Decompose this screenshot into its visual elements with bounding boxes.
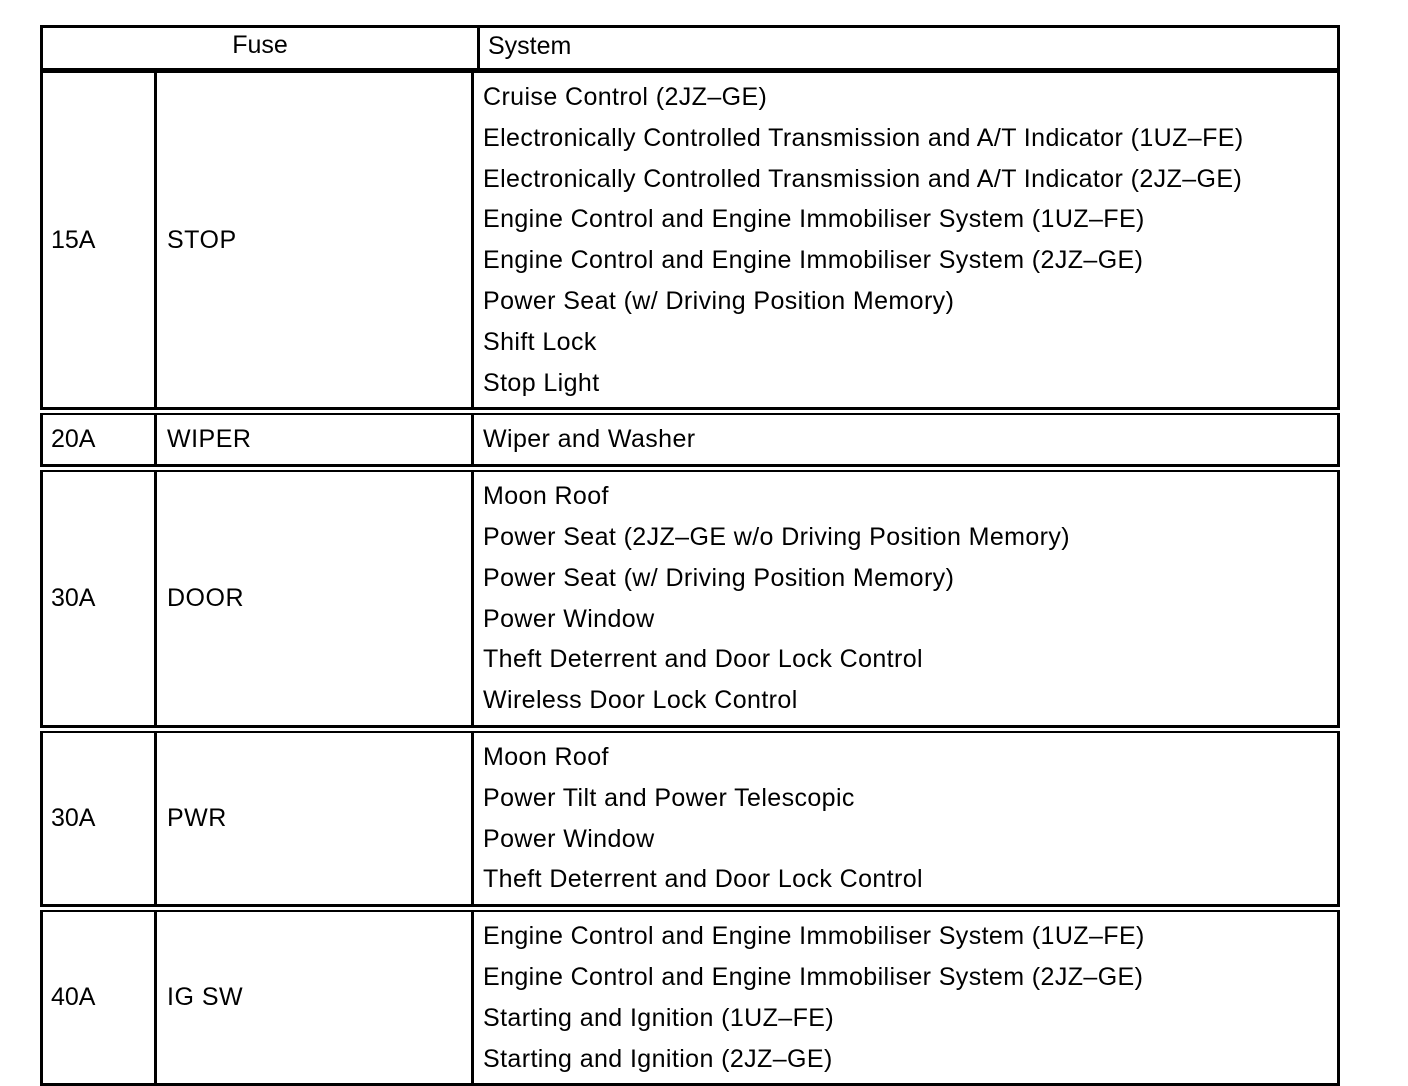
system-item: Moon Roof bbox=[483, 742, 609, 771]
table-row bbox=[40, 910, 1340, 1086]
system-item: Shift Lock bbox=[483, 327, 597, 356]
system-item: Cruise Control (2JZ–GE) bbox=[483, 83, 768, 111]
system-item: Engine Control and Engine Immobiliser System (1UZ–FE) bbox=[483, 205, 1145, 234]
system-list bbox=[474, 73, 1337, 407]
system-item: Power Seat (2JZ–GE w/o Driving Position Memory) bbox=[483, 522, 1071, 551]
fuse-table bbox=[40, 25, 1340, 1086]
system-list bbox=[474, 472, 1337, 725]
system-item: Engine Control and Engine Immobiliser System (1UZ–FE) bbox=[483, 922, 1145, 951]
table-row bbox=[40, 731, 1340, 907]
system-list bbox=[474, 912, 1337, 1083]
fuse-name: IG SW bbox=[157, 912, 474, 1083]
system-item: Wiper and Washer bbox=[483, 425, 696, 454]
system-item: Wireless Door Lock Control bbox=[483, 686, 798, 715]
system-item: Power Window bbox=[483, 824, 655, 853]
system-item: Electronically Controlled Transmission and A/T Indicator (2JZ–GE) bbox=[483, 164, 1243, 193]
system-item: Power Seat (w/ Driving Position Memory) bbox=[483, 286, 955, 315]
system-item: Electronically Controlled Transmission and A/T Indicator (1UZ–FE) bbox=[483, 123, 1244, 152]
fuse-amperage: 20A bbox=[43, 415, 157, 464]
table-row bbox=[40, 71, 1340, 410]
system-list bbox=[474, 415, 1337, 464]
system-item: Power Seat (w/ Driving Position Memory) bbox=[483, 563, 955, 592]
fuse-amperage: 30A bbox=[43, 733, 157, 904]
table-header bbox=[40, 25, 1340, 71]
system-item: Power Tilt and Power Telescopic bbox=[483, 783, 855, 812]
system-item: Engine Control and Engine Immobiliser System (2JZ–GE) bbox=[483, 246, 1144, 275]
system-item: Starting and Ignition (2JZ–GE) bbox=[483, 1044, 833, 1073]
fuse-name: STOP bbox=[157, 73, 474, 407]
fuse-name: DOOR bbox=[157, 472, 474, 725]
system-item: Theft Deterrent and Door Lock Control bbox=[483, 865, 924, 894]
system-list bbox=[474, 733, 1337, 904]
table-row bbox=[40, 413, 1340, 467]
header-fuse: Fuse bbox=[43, 28, 480, 68]
fuse-name: PWR bbox=[157, 733, 474, 904]
fuse-name: WIPER bbox=[157, 415, 474, 464]
system-item: Theft Deterrent and Door Lock Control bbox=[483, 645, 924, 674]
system-item: Stop Light bbox=[483, 368, 600, 397]
fuse-amperage: 30A bbox=[43, 472, 157, 725]
system-item: Moon Roof bbox=[483, 482, 609, 511]
system-item: Starting and Ignition (1UZ–FE) bbox=[483, 1003, 835, 1032]
fuse-amperage: 40A bbox=[43, 912, 157, 1083]
system-item: Power Window bbox=[483, 604, 655, 633]
table-body bbox=[40, 71, 1340, 1086]
system-item: Engine Control and Engine Immobiliser System (2JZ–GE) bbox=[483, 962, 1144, 991]
header-system: System bbox=[488, 32, 572, 60]
table-row bbox=[40, 470, 1340, 728]
fuse-amperage: 15A bbox=[43, 73, 157, 407]
